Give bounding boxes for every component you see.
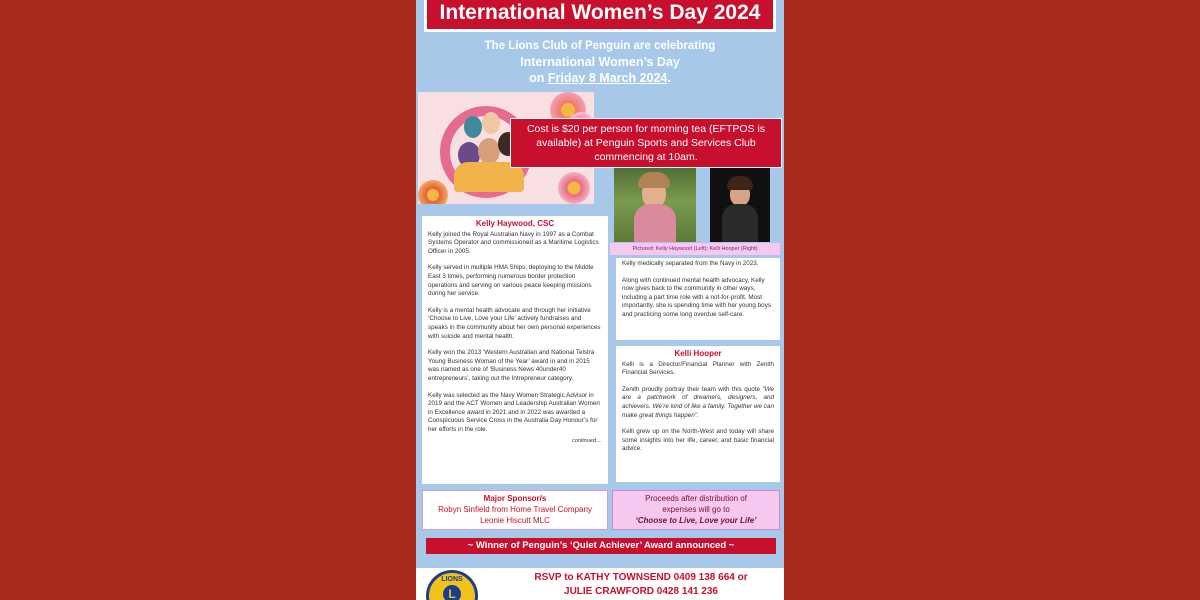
sponsor-title: Major Sponsor/s <box>483 494 547 503</box>
winner-banner: ~ Winner of Penguin’s ‘Quiet Achiever’ Award announced ~ <box>426 538 776 554</box>
continued-note: continued.... <box>572 438 602 445</box>
proceeds-line: expenses will go to <box>662 505 730 514</box>
proceeds-line: Proceeds after distribution of <box>645 494 747 503</box>
hooper-quote-intro: Zenith proudly portray their team with this quote <box>622 385 763 393</box>
sponsor-box <box>422 490 608 530</box>
event-date: Friday 8 March 2024 <box>547 71 668 85</box>
sponsor-line: Robyn Sinfield from Home Travel Company <box>438 505 592 514</box>
rsvp-line: JULIE CRAWFORD 0428 141 236 <box>564 586 718 597</box>
kelly-paragraph: Kelly was selected as the Navy Women Strategic Advisor in 2019 and the ACT Women and Leadership Australian Women in Excellence award in 2021 and in 2022 was awarded a Conspicuous Service Cross in the Australia Day Honour’s for her efforts in the role. <box>428 391 600 433</box>
intro-date-prefix: on <box>529 71 548 85</box>
intro-date-suffix: . <box>667 71 671 85</box>
kelly-paragraph: Along with continued mental health advocacy, Kelly now gives back to the community in other ways, including a part time role with a not-for-profit. Most importantly, she is spending time with her young boys and practicing some long overdue self-care. <box>622 276 771 318</box>
proceeds-beneficiary: ‘Choose to Live, Love your Life’ <box>635 516 757 525</box>
kelli-hooper-panel <box>616 346 780 482</box>
kelly-haywood-panel <box>422 216 608 484</box>
kelly-haywood-continued-panel <box>616 258 780 340</box>
photo-kelly-haywood <box>614 168 696 242</box>
hooper-name: Kelli Hooper <box>674 349 722 358</box>
lions-logo-text: LIONS <box>441 576 463 583</box>
cost-banner: Cost is $20 per person for morning tea (EFTPOS is available) at Penguin Sports and Services Club commencing at 10am. <box>510 118 782 168</box>
intro-line-1: The Lions Club of Penguin are celebrating <box>484 40 716 52</box>
kelly-name: Kelly Haywood, CSC <box>475 219 555 228</box>
kelly-paragraph: Kelly medically separated from the Navy in 2023. <box>622 260 759 267</box>
intro-line-2: International Women’s Day <box>520 55 680 69</box>
sponsor-line: Leonie Hiscutt MLC <box>480 516 550 525</box>
intro-line-3 <box>416 70 784 86</box>
hooper-paragraph: Kelli grew up on the North-West and today will share some insights into her life, career, and basic financial advice. <box>622 428 774 453</box>
photo-kelli-hooper <box>710 168 770 242</box>
hooper-paragraph: Kelli is a Director/Financial Planner with Zenith Financial Services. <box>622 360 774 377</box>
kelly-paragraph: Kelly won the 2013 ‘Western Australian and National Telstra Young Business Woman of the Year’ award in and in 2015 was named as one of ‘Business News 40under40 entrepreneurs’, taking out the Intrepreneur category. <box>428 349 595 382</box>
photo-caption: Pictured: Kelly Haywood (Left); Kelli Hooper (Right) <box>610 243 780 255</box>
footer <box>416 568 784 600</box>
flyer-title: International Women’s Day 2024 <box>424 0 776 32</box>
proceeds-box <box>612 490 780 530</box>
lions-logo-emblem: L <box>443 585 461 600</box>
rsvp-text <box>506 571 776 599</box>
kelly-paragraph: Kelly joined the Royal Australian Navy in 1997 as a Combat Systems Operator and commissioned as a Maritime Logistics Officer in 2005. <box>428 230 599 255</box>
kelly-paragraph: Kelly served in multiple HMA Ships; deploying to the Middle East 3 times, performing numerous border protection operations and serving on various peace keeping missions during her service. <box>428 264 594 298</box>
hooper-paragraph <box>622 386 774 420</box>
hooper-quote: "We are a patchwork of dreamers, designers, and achievers. We’re kind of like a family. Together we can make great things happen". <box>622 385 774 419</box>
flyer <box>416 0 784 600</box>
rsvp-line: RSVP to KATHY TOWNSEND 0409 138 664 or <box>534 572 748 583</box>
kelly-paragraph: Kelly is a mental health advocate and through her initiative ‘Choose to Live, Love your Life’ actively fundraises and speaks in the community about her own personal experiences with suicide and mental health. <box>428 306 601 340</box>
intro-text <box>416 38 784 86</box>
lions-logo <box>426 570 478 600</box>
